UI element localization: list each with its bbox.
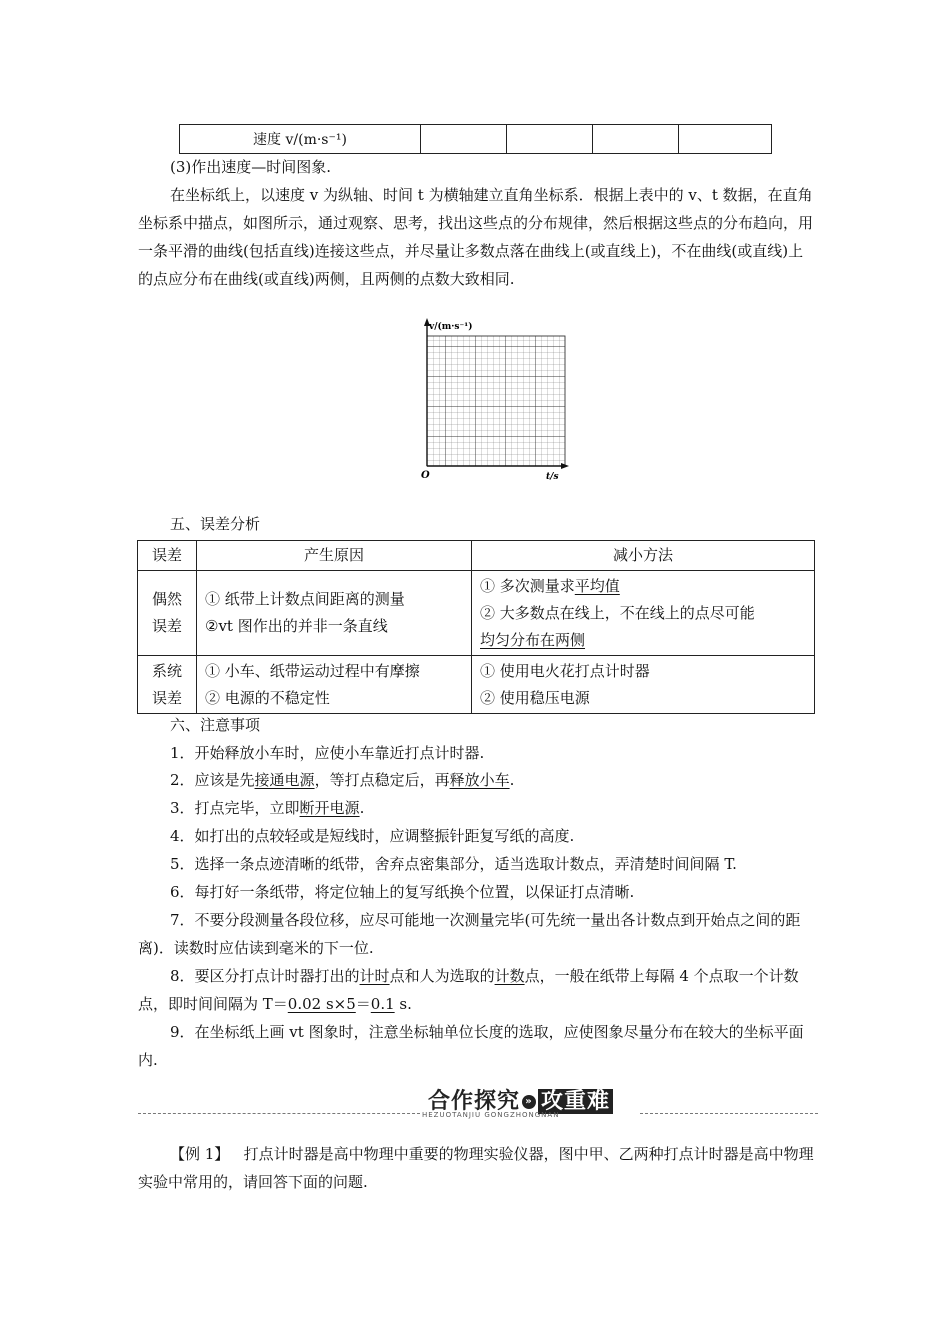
note-underlined: 接通电源 <box>254 771 315 789</box>
error-methods <box>472 571 815 656</box>
header-method: 减小方法 <box>472 541 815 571</box>
method-underlined: 平均值 <box>574 576 620 595</box>
method-item <box>480 627 806 654</box>
method-item: ② 大多数点在线上，不在线上的点尽可能 <box>480 603 755 622</box>
speed-table-row <box>179 124 772 154</box>
example-text: 打点计时器是高中物理中重要的物理实验仪器，图中甲、乙两种打点计时器是高中物理实验中常用的，请回答下面的问题. <box>138 1145 814 1191</box>
method-underlined: 均匀分布在两侧 <box>480 630 586 649</box>
cause-item: ②vt 图作出的并非一条直线 <box>205 617 388 635</box>
note-underlined: 计时 <box>359 967 390 985</box>
banner-divider <box>640 1113 818 1114</box>
note-item-4: 4．如打出的点较轻或是短线时，应调整振针距复写纸的高度. <box>170 827 575 845</box>
speed-row-label: 速度 v/(m·s⁻¹) <box>180 125 421 154</box>
banner-arrow-icon: » <box>522 1095 536 1109</box>
header-cause: 产生原因 <box>197 541 472 571</box>
note-text: 点，一般在纸带上每隔 4 个点取一个计数点，即时间间隔为 T＝ <box>138 967 799 1013</box>
header-error: 误差 <box>138 541 197 571</box>
method-text: ① 多次测量求 <box>480 576 575 595</box>
note-item-5: 5．选择一条点迹清晰的纸带，舍弃点密集部分，适当选取计数点，弄清楚时间间隔 T. <box>170 855 737 873</box>
note-text: ＝ <box>355 995 371 1013</box>
note-underlined: 0.1 <box>370 995 395 1013</box>
table-header-row <box>138 541 815 571</box>
error-causes <box>197 656 472 714</box>
note-text: . <box>359 799 365 817</box>
section5-title: 五、误差分析 <box>170 515 261 533</box>
method-item: ① 使用电火花打点计时器 <box>480 661 650 680</box>
error-type-line: 偶然 <box>151 590 182 608</box>
banner-logo <box>418 1084 642 1122</box>
step3-heading: (3)作出速度—时间图象. <box>170 158 332 176</box>
vt-grid-graph <box>415 316 575 484</box>
banner-title-part: 攻重难 <box>538 1089 613 1114</box>
cause-item: ① 纸带上计数点间距离的测量 <box>205 590 405 608</box>
note-item-3 <box>138 794 818 822</box>
graph-origin: O <box>421 470 430 481</box>
error-type-random <box>138 571 197 656</box>
section-banner <box>138 1082 818 1122</box>
table-row <box>138 571 815 656</box>
note-item-2 <box>138 766 818 794</box>
example1 <box>138 1140 818 1196</box>
note-item-7: 7．不要分段测量各段位移，应尽可能地一次测量完毕(可先统一量出各计数点到开始点之间的距离)．读数时应估读到毫米的下一位. <box>138 911 801 957</box>
example-label: 【例 1】 <box>170 1145 230 1163</box>
method-item <box>480 573 806 600</box>
note-item-8 <box>138 962 818 1018</box>
cause-item: ② 电源的不稳定性 <box>205 688 330 707</box>
note-text: . <box>509 771 515 789</box>
error-type-line: 误差 <box>151 688 182 707</box>
graph-y-label: v/(m·s⁻¹) <box>429 322 473 332</box>
table-row <box>138 656 815 714</box>
note-underlined: 断开电源 <box>299 799 360 817</box>
note-underlined: 0.02 s×5 <box>287 995 356 1013</box>
error-type-line: 误差 <box>151 617 182 635</box>
note-item-6: 6．每打好一条纸带，将定位轴上的复写纸换个位置，以保证打点清晰. <box>170 883 635 901</box>
note-item-9: 9．在坐标纸上画 vt 图象时，注意坐标轴单位长度的选取，应使图象尽量分布在较大的坐标平面内. <box>138 1023 804 1069</box>
note-underlined: 计数 <box>494 967 525 985</box>
error-causes <box>197 571 472 656</box>
error-methods <box>472 656 815 714</box>
speed-cell <box>593 125 679 154</box>
section6-title: 六、注意事项 <box>170 716 261 734</box>
error-analysis-table <box>137 540 815 714</box>
note-text: 点和人为选取的 <box>389 967 495 985</box>
grid-paper <box>427 336 565 466</box>
speed-cell <box>507 125 593 154</box>
note-text: ，等打点稳定后，再 <box>314 771 450 789</box>
graph-x-label: t/s <box>546 472 559 482</box>
banner-title-part: 合作探究 <box>428 1089 521 1114</box>
banner-subtitle: HEZUOTANJIU GONGZHONGNAN <box>422 1111 560 1119</box>
note-text: 2．应该是先 <box>170 771 255 789</box>
cause-item: ① 小车、纸带运动过程中有摩擦 <box>205 661 420 680</box>
error-type-line: 系统 <box>151 661 182 680</box>
banner-divider <box>138 1113 420 1114</box>
speed-cell <box>421 125 507 154</box>
error-type-systematic <box>138 656 197 714</box>
note-text: 8．要区分打点计时器打出的 <box>170 967 360 985</box>
note-item-1: 1．开始释放小车时，应使小车靠近打点计时器. <box>170 744 485 762</box>
note-underlined: 释放小车 <box>449 771 510 789</box>
method-item: ② 使用稳压电源 <box>480 688 590 707</box>
speed-cell <box>679 125 772 154</box>
step3-paragraph: 在坐标纸上，以速度 v 为纵轴、时间 t 为横轴建立直角坐标系．根据上表中的 v、t 数据，在直角坐标系中描点，如图所示，通过观察、思考，找出这些点的分布规律，然后根据这些点的分布趋向，用一条平滑的曲线(包括直线)连接这些点，并尽量让多数点落在曲线上(或直线上)，不在曲线(或直线)上的点应分布在曲线(或直线)两侧，且两侧的点数大致相同. <box>138 186 814 288</box>
note-text: s. <box>394 995 412 1013</box>
note-text: 3．打点完毕，立即 <box>170 799 300 817</box>
